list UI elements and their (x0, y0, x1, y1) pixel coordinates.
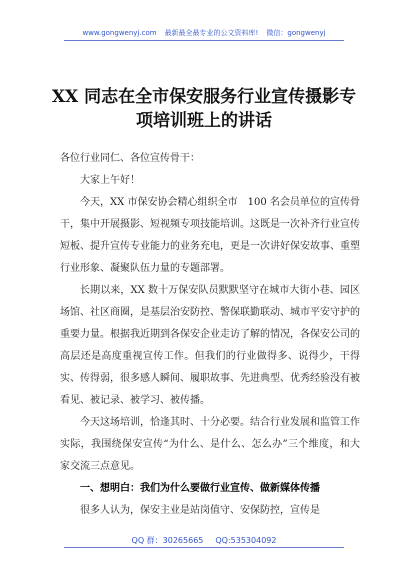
title-line-2: 项培训班上的讲话 (136, 111, 272, 132)
header-divider (64, 40, 344, 41)
paragraph-1: 今天，XX 市保安协会精心组织全市 100 名会员单位的宣传骨干，集中开展摄影、短视频专项技能培训。这既是一次补齐行业宣传短板、提升宣传专业能力的业务充电，更是一次讲好保安故事、重塑行业形象、凝聚队伍力量的专题部署。 (60, 197, 360, 274)
footer-divider (64, 547, 344, 548)
page-header (0, 28, 408, 38)
title-line-1: XX 同志在全市保安服务行业宣传摄影专 (51, 87, 357, 108)
page-footer (0, 535, 408, 546)
section-heading-1: 一、想明白：我们为什么要做行业宣传、做新媒体传播 (80, 483, 320, 494)
footer-qq: QQ:535304092 (215, 536, 277, 545)
header-tagline: 最新最全最专业的公文资料库! (164, 29, 259, 37)
footer-qq-group: QQ 群：30265665 (131, 536, 204, 545)
paragraph-3: 今天这场培训，恰逢其时、十分必要。结合行业发展和监管工作实际，我围绕保安宣传“为什么、是什么、怎么办”三个维度，和大家交流三点意见。 (60, 417, 360, 472)
salutation: 各位行业同仁、各位宣传骨干： (60, 153, 200, 164)
document-body (60, 148, 360, 522)
greeting: 大家上午好！ (80, 175, 140, 186)
header-wechat: 微信：gongwenyj (266, 29, 326, 37)
header-website[interactable]: www.gongwenyj.com (82, 29, 157, 37)
document-title (40, 85, 368, 133)
paragraph-4: 很多人认为，保安主业是站岗值守、安保防控，宣传是 (80, 505, 320, 516)
paragraph-2: 长期以来，XX 数十万保安队员默默坚守在城市大街小巷、园区场馆、社区商圈，是基层治安防控、警保联勤联动、城市平安守护的重要力量。根据我近期到各保安企业走访了解的情况，各保安公司的高层还是高度重视宣传工作。但我们的行业做得多、说得少，干得实、传得弱，很多感人瞬间、履职故事、先进典型、优秀经验没有被看见、被记录、被学习、被传播。 (60, 285, 360, 406)
